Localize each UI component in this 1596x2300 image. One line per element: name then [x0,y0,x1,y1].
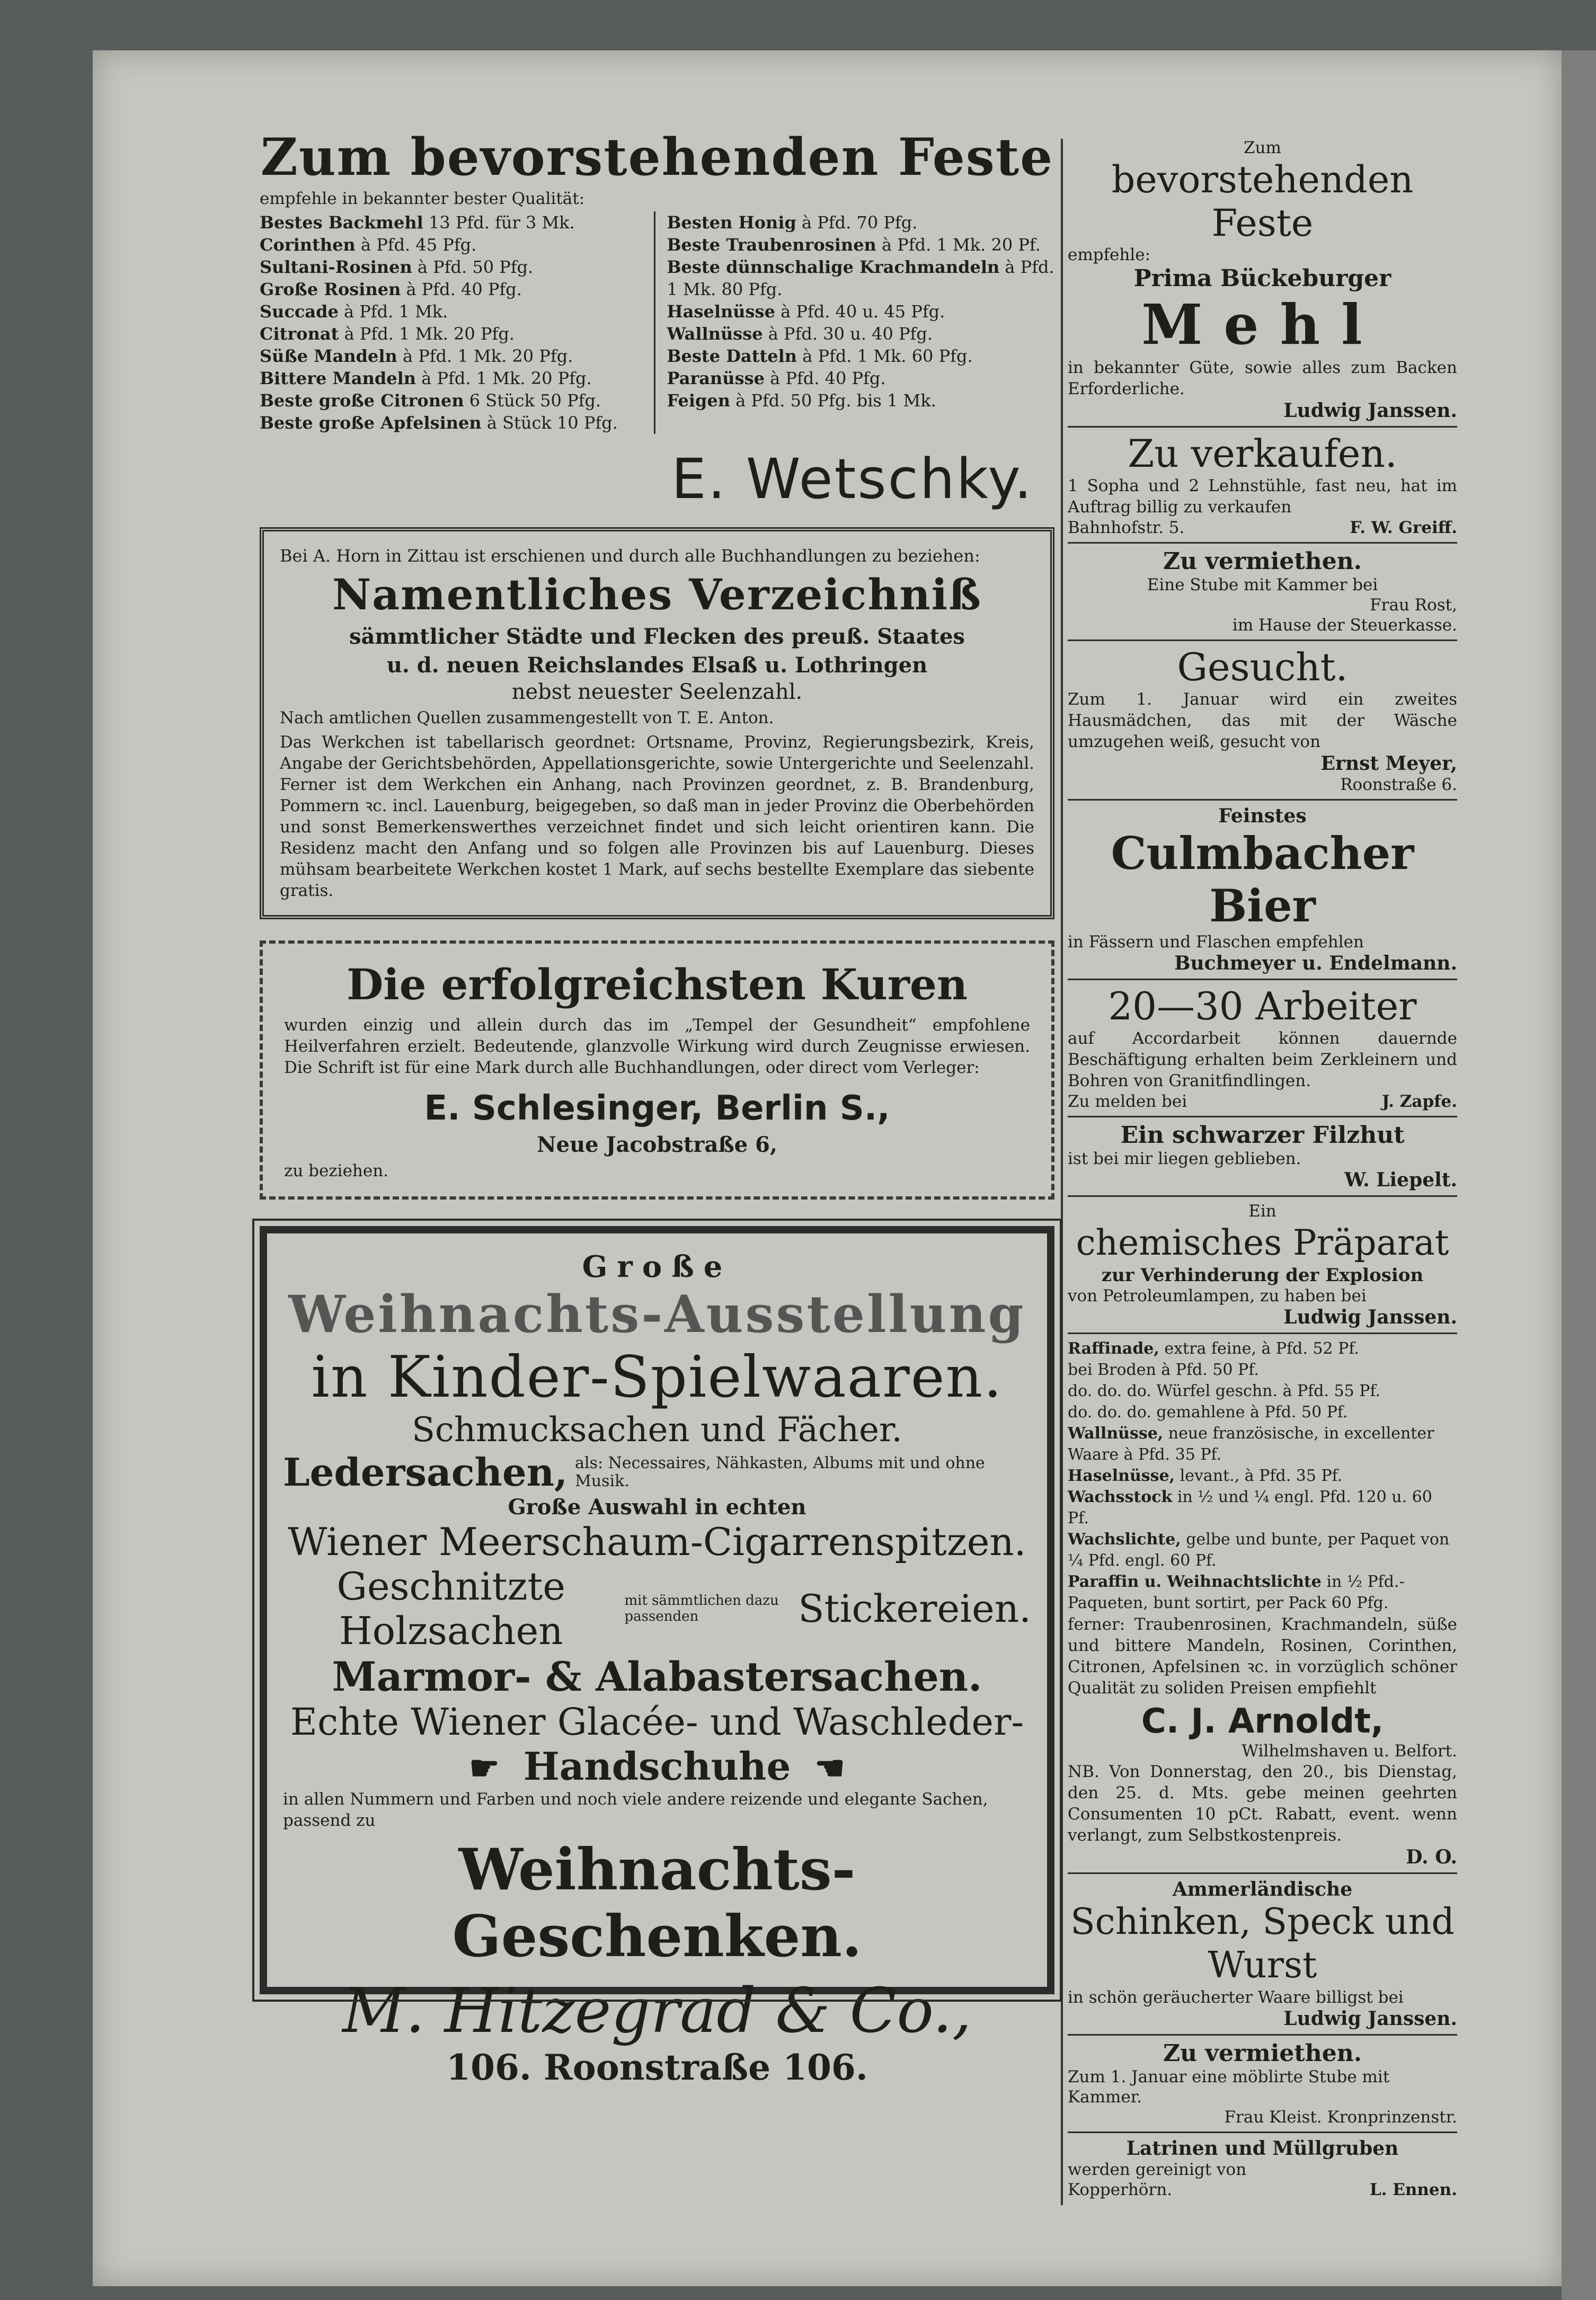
price-item-price: 13 Pfd. für 3 Mk. [423,212,575,233]
price-item-price: à Pfd. 30 u. 40 Pfg. [762,324,933,344]
ad-title: Zu vermiethen. [1163,2040,1362,2067]
price-item-price: extra feine, à Pfd. 52 Pf. [1159,1339,1359,1358]
price-item [260,412,648,434]
ad-latrinen [1068,2137,1457,2200]
price-item [1068,1571,1457,1614]
price-item-name: Wallnüsse [667,324,763,344]
price-item-price: à Pfd. 1 Mk. 20 Pfg. [397,346,573,366]
price-list-right [655,211,1055,434]
ad-arbeiter [1068,984,1457,1112]
price-item-name: Raffinade, [1068,1339,1159,1358]
price-item [1068,1529,1457,1571]
ad-line: Weihnachts-Geschenken. [452,1836,862,1970]
ad-kuren [260,940,1054,1200]
price-item-name: Beste Traubenrosinen [667,235,876,255]
ad-signature: F. W. Greiff. [1350,518,1457,537]
ad-signature: Frau Kleist. Kronprinzenstr. [1224,2108,1457,2127]
price-item-price: do. do. do. gemahlene à Pfd. 50 Pf. [1068,1403,1348,1422]
ad-footer [1068,2180,1457,2200]
price-item-name: Süße Mandeln [260,346,397,366]
price-item-price: à Pfd. 1 Mk. 60 Pfg. [797,346,973,366]
ad-signature: E. Wetschky. [671,447,1033,511]
ad-vermiethen-1 [1068,548,1457,635]
price-item-price: à Pfd. 50 Pfg. [412,257,534,277]
divider [1068,1872,1457,1874]
price-item-name: Große Rosinen [260,279,401,299]
price-item-name: Haselnüsse [667,301,775,322]
price-item [260,323,648,345]
price-item-name: Sultani-Rosinen [260,257,412,277]
price-item [1068,1360,1457,1381]
ad-line: Große Auswahl in echten [508,1495,806,1520]
ad-footer [1068,1091,1457,1112]
ad-line: Ein [1248,1202,1276,1221]
ad-signature: J. Zapfe. [1381,1092,1457,1111]
pointing-hand-icon: ☚ [814,1748,845,1788]
price-item-name: Citronat [260,324,339,344]
ad-tail: zu beziehen. [284,1161,389,1180]
price-item [667,256,1055,300]
price-item-name: Beste große Apfelsinen [260,413,482,433]
ad-body: ist bei mir liegen geblieben. [1068,1149,1301,1168]
price-item [260,389,648,412]
ad-line [283,1450,1031,1495]
ad-title: Namentliches Verzeichniß [332,570,982,619]
price-item-price: à Pfd. 40 Pfg. [401,279,522,299]
price-item [260,278,648,300]
ad-line: Frau Rost, [1370,596,1457,615]
ad-title: bevorstehenden Feste [1111,158,1414,245]
ad-body: in Fässern und Flaschen empfehlen [1068,933,1364,952]
price-item-name: Beste große Citronen [260,390,464,411]
divider [1068,426,1457,428]
ad-filzhut [1068,1122,1457,1191]
price-item-price: 6 Stück 50 Pfg. [464,390,601,411]
ad-publisher: E. Schlesinger, Berlin S., [424,1089,890,1128]
ad-body: Das Werkchen ist tabellarisch geordnet: Ortsname, Provinz, Regierungsbezirk, Kreis, Angabe der Gerichtsbehörden, Appellationsgerichte, sowie Untergerichte und Seelenzahl. Ferner ist dem Werkchen ein Anhang, nach Provinzen geordnet, z. B. Brandenburg, Pommern ꝛc. incl. Lauenburg, beigegeben, so daß man in jeder Provinz die Oberbehörden und sonst Bemerkenswerthes verzeichnet findet und sich leicht orientiren kann. Die Residenz macht den Anfang und so folgen alle Provinzen bis auf Lauenburg. Dieses mühsam bearbeitete Werkchen kostet 1 Mark, auf sechs bestellte Exemplare das siebente gratis. [280,733,1034,900]
right-column [1068,138,1457,2200]
price-item-name: Wachsstock [1068,1488,1173,1506]
price-list [1068,1338,1457,1614]
price-item [667,367,1055,389]
price-list-left [260,211,655,434]
price-item-price: neue französische, in excellenter Waare à Pfd. 35 Pf. [1068,1424,1434,1464]
ad-feste-right [1068,138,1457,422]
divider [1068,2034,1457,2036]
ad-vermiethen-2 [1068,2040,1457,2127]
price-item-name: Wachslichte, [1068,1530,1181,1549]
ad-bier [1068,805,1457,974]
price-item-name: Succade [260,301,339,322]
price-item-price: à Pfd. 70 Pfg. [796,212,918,233]
ad-line: in allen Nummern und Farben und noch viele andere reizende und elegante Sachen, passend zu [283,1790,988,1830]
price-item-price: à Pfd. 1 Mk. 80 Pfg. [667,257,1054,299]
ad-intro: Bei A. Horn in Zittau ist erschienen und durch alle Buchhandlungen zu beziehen: [280,546,980,566]
ad-signature: Ludwig Janssen. [1283,2008,1457,2030]
price-item [1068,1423,1457,1466]
price-item [1068,1381,1457,1402]
ad-line-main: Ledersachen, [283,1450,568,1495]
ad-line [283,1744,1031,1789]
price-item-name: Feigen [667,390,730,411]
price-item-name: Wallnüsse, [1068,1424,1164,1443]
divider [1068,1116,1457,1117]
ad-line: 106. Roonstraße 106. [446,2047,868,2088]
price-item [260,234,648,256]
price-item-price: à Pfd. 50 Pfg. bis 1 Mk. [730,390,936,411]
ad-line-main: Stickereien. [798,1586,1031,1631]
ad-line: Zu melden bei [1068,1092,1187,1111]
price-item [1068,1466,1457,1487]
price-item-name: Beste Datteln [667,346,797,366]
price-item [667,389,1055,412]
ad-line: im Hause der Steuerkasse. [1232,616,1457,635]
ad-line: Prima Bückeburger [1133,265,1391,292]
ad-line: Schmucksachen und Fächer. [412,1410,902,1450]
ad-title: Latrinen und Müllgruben [1126,2137,1399,2160]
pointing-hand-icon: ☛ [469,1748,500,1788]
price-item-price: à Stück 10 Pfg. [481,413,618,433]
ad-body: werden gereinigt von [1068,2160,1247,2179]
ad-title: 20—30 Arbeiter [1108,984,1417,1028]
ad-signature: L. Ennen. [1369,2180,1457,2199]
ad-line-small: als: Necessaires, Nähkasten, Albums mit und ohne Musik. [575,1453,985,1490]
divider [1068,979,1457,980]
ad-signature: D. O. [1406,1846,1457,1868]
ad-line: Große [582,1249,732,1284]
ad-body: Eine Stube mit Kammer bei [1147,575,1378,594]
ad-line-main: Geschnitzte Holzsachen [336,1564,566,1653]
divider [1068,640,1457,641]
ad-body: auf Accordarbeit können dauernde Beschäftigung erhalten beim Zerkleinern und Bohren von Granitfindlingen. [1068,1029,1457,1090]
ad-line-small: mit sämmtlichen dazu passenden [624,1593,779,1624]
price-item [1068,1402,1457,1423]
ad-arnoldt [1068,1338,1457,1868]
ad-address: Wilhelmshaven u. Belfort. [1242,1742,1457,1761]
ad-line: Feinstes [1218,805,1307,827]
ad-line: Echte Wiener Glacée- und Waschleder- [290,1700,1024,1744]
ad-footer [1068,518,1457,538]
ad-author: Nach amtlichen Quellen zusammengestellt von T. E. Anton. [280,708,774,727]
ad-body: Zum 1. Januar wird ein zweites Hausmädchen, das mit der Wäsche umzugehen weiß, gesucht von [1068,690,1457,751]
price-item-price: à Pfd. 45 Pfg. [355,235,477,255]
price-item-price: in ½ Pfd.-Paqueten, bunt sortirt, per Pack 60 Pfg. [1068,1573,1405,1612]
price-item-price: bei Broden à Pfd. 50 Pf. [1068,1361,1259,1379]
ad-body: ferner: Traubenrosinen, Krachmandeln, süße und bittere Mandeln, Rosinen, Corinthen, Citronen, Apfelsinen ꝛc. in vorzüglich schöner Qualität zu soliden Preisen empfiehlt [1068,1615,1457,1698]
ad-signature: W. Liepelt. [1344,1169,1457,1191]
left-column [260,127,1054,2088]
ad-line: Marmor- & Alabastersachen. [332,1653,982,1700]
ad-note: NB. Von Donnerstag, den 20., bis Dienstag, den 25. d. Mts. gebe meinen geehrten Consumenten 10 pCt. Rabatt, event. wenn verlangt, zum Selbstkostenpreis. [1068,1762,1457,1845]
ad-subtitle: zur Verhinderung der Explosion [1101,1265,1424,1286]
ad-line: in Kinder-Spielwaaren. [311,1344,1003,1410]
ad-title: Ein schwarzer Filzhut [1120,1122,1405,1149]
price-item [667,300,1055,323]
ad-signature: Ernst Meyer, [1320,752,1457,775]
price-item [667,234,1055,256]
ad-intro: empfehle in bekannter bester Qualität: [260,189,585,208]
price-item-price: à Pfd. 40 Pfg. [764,368,886,388]
price-item-name: Paraffin u. Weihnachtslichte [1068,1573,1322,1591]
ad-body: 1 Sopha und 2 Lehnstühle, fast neu, hat im Auftrag billig zu verkaufen [1068,476,1457,517]
ad-title: chemisches Präparat [1076,1222,1449,1263]
ad-verzeichniss [260,527,1054,919]
ad-schinken [1068,1878,1457,2030]
ad-line: Zum [1244,138,1281,157]
ad-line: empfehle: [1068,245,1151,264]
divider [1068,542,1457,544]
price-item-name: Corinthen [260,235,356,255]
ad-subtitle: sämmtlicher Städte und Flecken des preuß. Staates [349,624,965,649]
ad-title: Zu vermiethen. [1163,548,1362,575]
ad-line: Ammerländische [1172,1878,1353,1901]
ad-title: Gesucht. [1177,645,1348,689]
ad-body: in bekannter Güte, sowie alles zum Backen Erforderliche. [1068,358,1457,398]
price-item-price: à Pfd. 1 Mk. 20 Pf. [876,235,1041,255]
ad-title: Zu verkaufen. [1128,431,1397,476]
ad-address: Bahnhofstr. 5. [1068,518,1185,537]
price-item [1068,1487,1457,1529]
ad-signature: C. J. Arnoldt, [1141,1702,1384,1741]
price-item [1068,1338,1457,1360]
ad-body: wurden einzig und allein durch das im „Tempel der Gesundheit“ empfohlene Heilverfahren erzielt. Bedeutende, glanzvolle Wirkung wird durch Zeugnisse erwiesen. Die Schrift ist für eine Mark durch alle Buchhandlungen, oder direct vom Verleger: [284,1016,1030,1077]
ad-line: M. Hitzegrad & Co., [342,1975,972,2047]
ad-praeparat [1068,1201,1457,1328]
ad-feste-left [260,127,1054,511]
ad-title: Schinken, Speck und Wurst [1070,1901,1455,1986]
ad-line: Weihnachts-Ausstellung [288,1284,1026,1344]
price-item-price: do. do. do. Würfel geschn. à Pfd. 55 Pf. [1068,1382,1381,1400]
price-item [667,345,1055,367]
ad-address: Roonstraße 6. [1340,775,1457,794]
ad-body: von Petroleumlampen, zu haben bei [1068,1286,1367,1306]
ad-body: Zum 1. Januar eine möblirte Stube mit Kammer. [1068,2067,1390,2107]
divider [1068,1195,1457,1197]
price-item [667,323,1055,345]
ad-line [283,1564,1031,1653]
price-item-price: à Pfd. 1 Mk. 20 Pfg. [416,368,592,388]
ad-title: Culmbacher Bier [1111,827,1414,932]
price-item [260,211,648,234]
ad-place: Kopperhörn. [1068,2180,1173,2199]
ad-signature: Ludwig Janssen. [1283,1306,1457,1328]
ad-line: Mehl [1141,292,1384,357]
ad-title: Zum bevorstehenden Feste [260,127,1054,187]
divider [1068,799,1457,801]
column-divider [1061,139,1063,2205]
price-item-price: gelbe und bunte, per Paquet von ¼ Pfd. engl. 60 Pf. [1068,1530,1450,1570]
divider [1068,1333,1457,1334]
ad-subtitle: u. d. neuen Reichslandes Elsaß u. Lothringen [386,653,928,678]
ad-address: Neue Jacobstraße 6, [537,1132,777,1157]
price-item-name: Bestes Backmehl [260,212,423,233]
ad-body: in schön geräucherter Waare billigst bei [1068,1988,1404,2007]
page-edge [1562,50,1596,2300]
price-item-price: à Pfd. 40 u. 45 Pfg. [775,301,945,322]
ad-subtitle: nebst neuester Seelenzahl. [511,680,803,704]
ad-verkaufen [1068,432,1457,538]
price-item [260,345,648,367]
ad-signature: Buchmeyer u. Endelmann. [1174,952,1457,974]
price-item-name: Bittere Mandeln [260,368,416,388]
ad-line: Wiener Meerschaum-Cigarrenspitzen. [288,1520,1026,1564]
price-grid [260,211,1054,434]
price-item-name: Beste dünnschalige Krachmandeln [667,257,1000,277]
divider [1068,2132,1457,2133]
price-item-price: in ½ und ¼ engl. Pfd. 120 u. 60 Pf. [1068,1488,1432,1528]
price-item [260,367,648,389]
ad-gesucht [1068,645,1457,795]
price-item-price: levant., à Pfd. 35 Pf. [1175,1467,1343,1485]
ad-title: Die erfolgreichsten Kuren [346,960,968,1009]
ad-line-main: Handschuhe [523,1744,791,1789]
ad-weihnachten [260,1226,1054,2088]
price-item-name: Haselnüsse, [1068,1467,1175,1485]
price-item [667,211,1055,234]
ad-signature: Ludwig Janssen. [1283,399,1457,422]
price-item [260,300,648,323]
price-item-price: à Pfd. 1 Mk. 20 Pfg. [339,324,515,344]
price-item-name: Besten Honig [667,212,796,233]
price-item-name: Paranüsse [667,368,765,388]
price-item [260,256,648,278]
price-item-price: à Pfd. 1 Mk. [338,301,448,322]
